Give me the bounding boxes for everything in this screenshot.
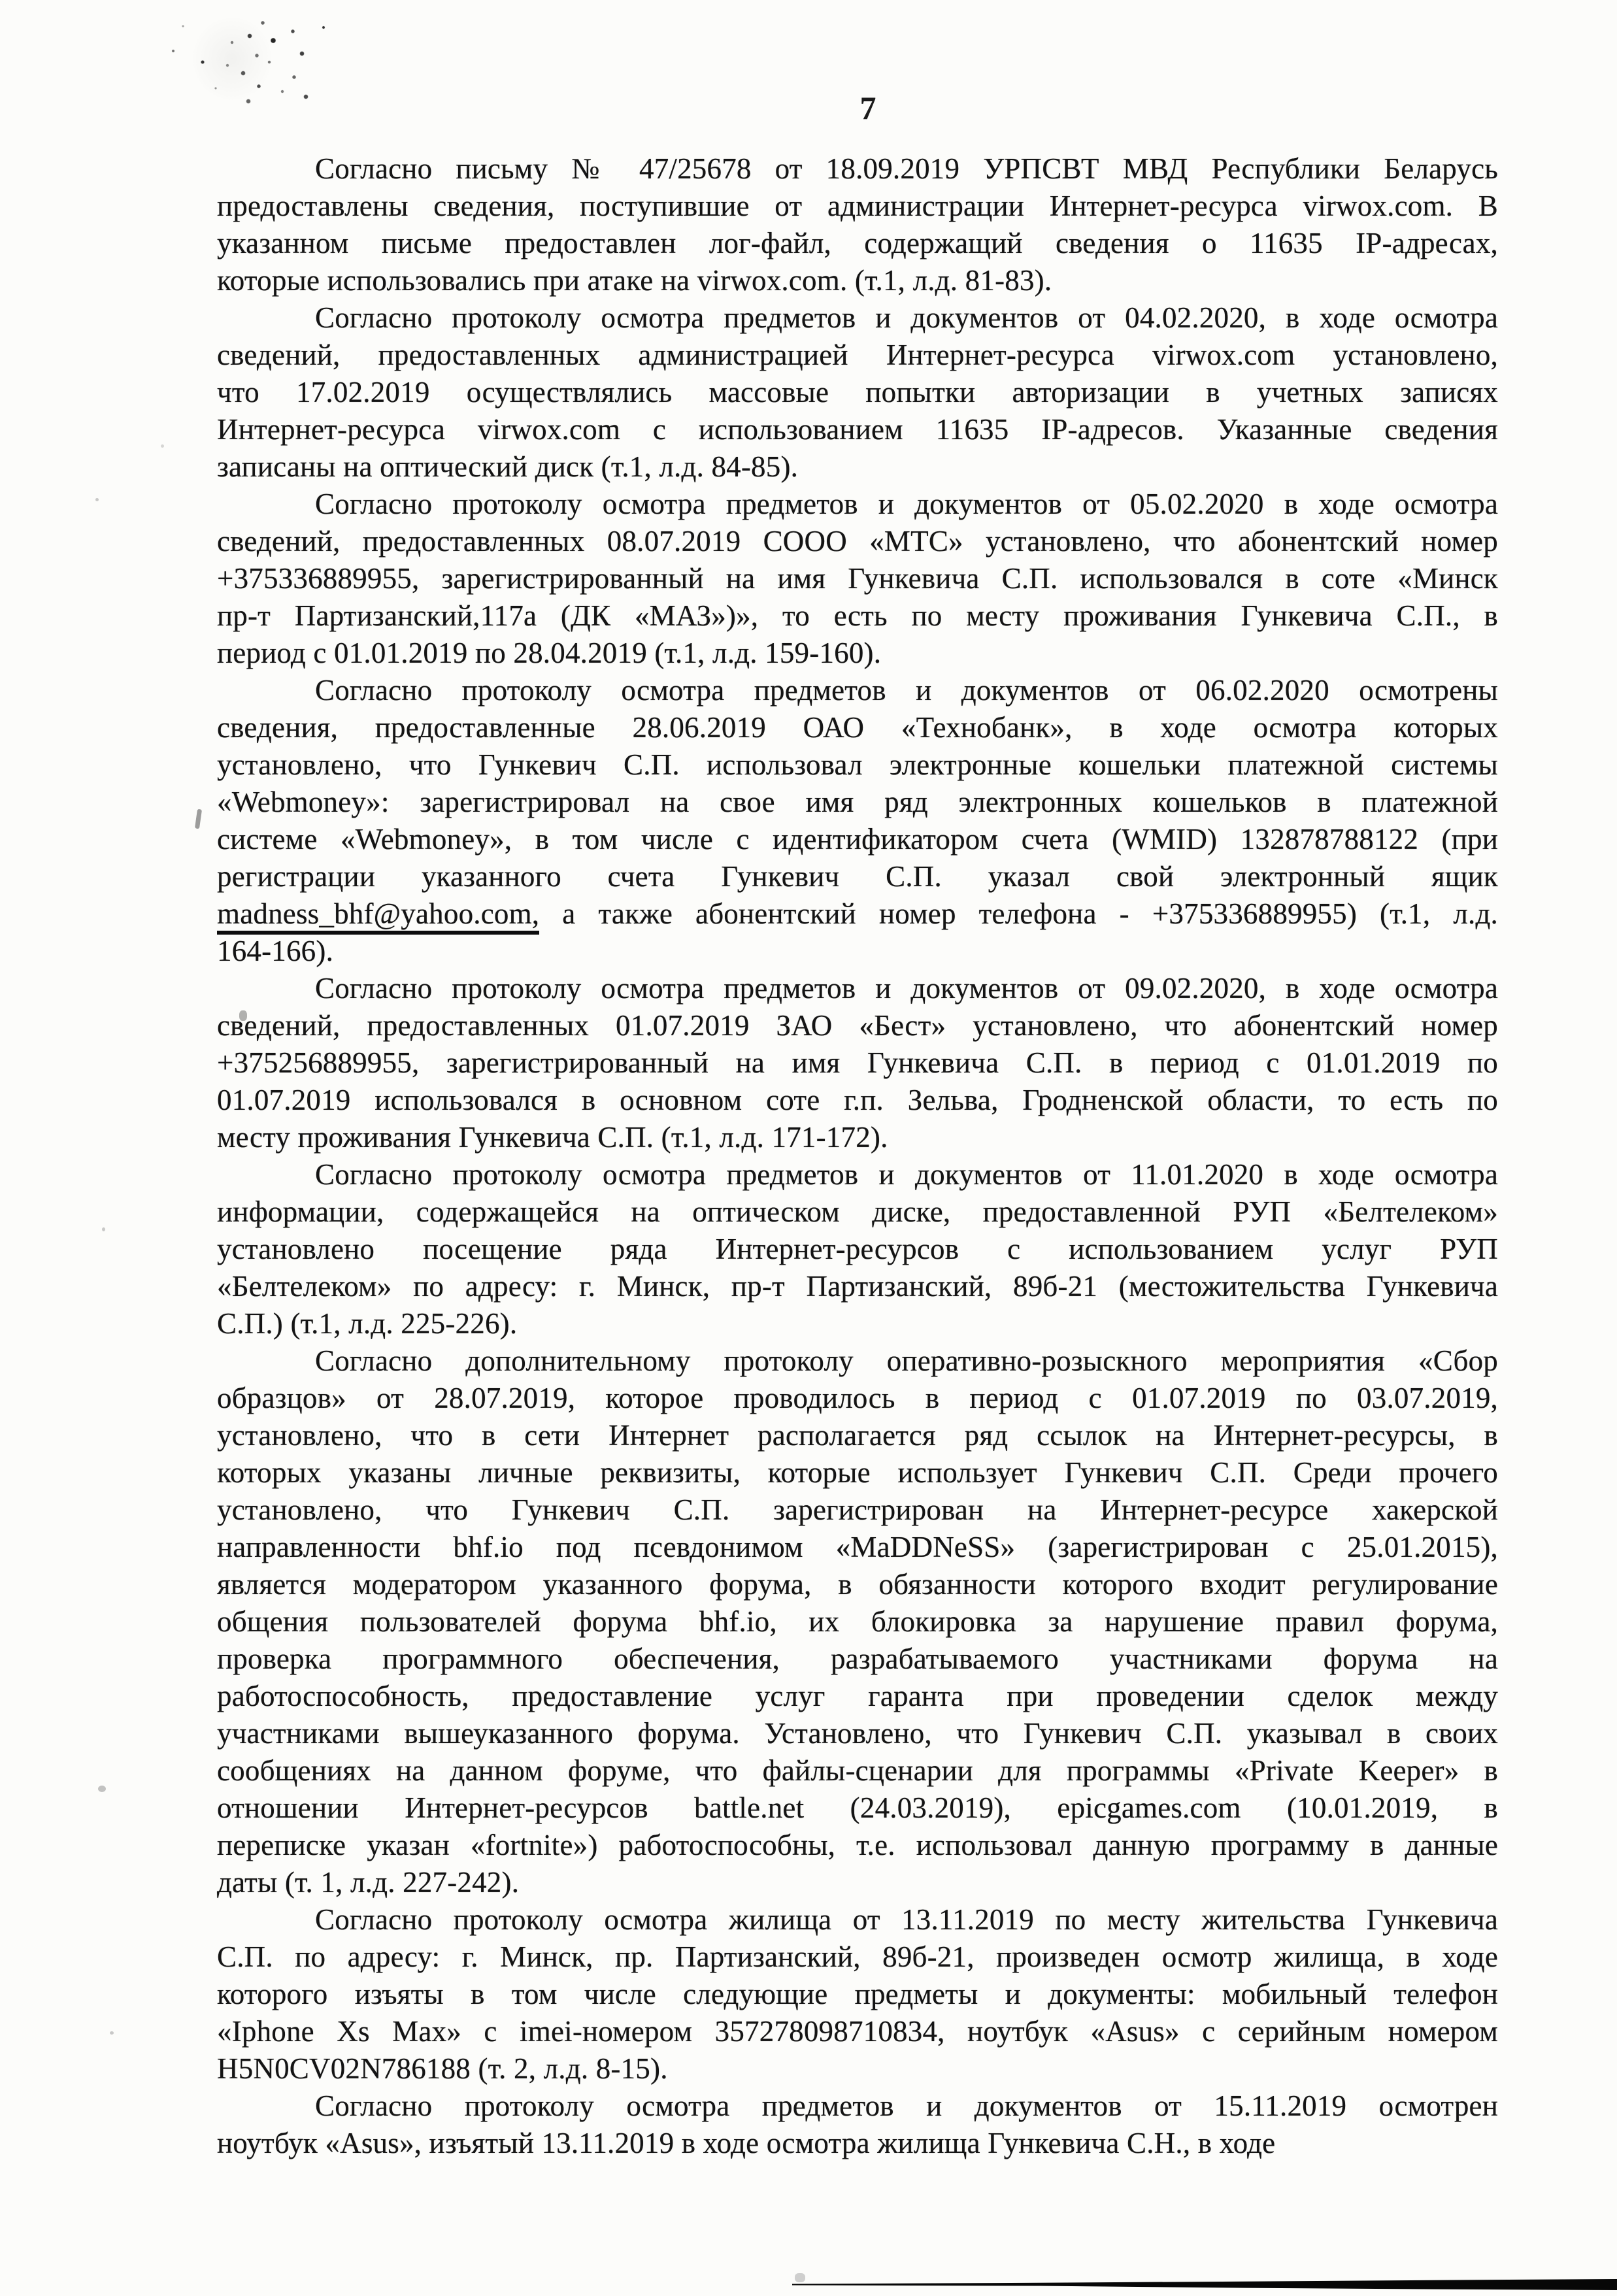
text-segment: регистрации указанного счета Гункевич С.П. указал свой электронный ящик: [217, 860, 1498, 893]
text-line: [217, 635, 1498, 672]
text-line: [217, 1603, 1498, 1640]
paragraph: [217, 2088, 1498, 2162]
text-segment: работоспособность, предоставление услуг гаранта при проведении сделок между: [217, 1680, 1498, 1712]
text-segment: проверка программного обеспечения, разрабатываемого участниками форума на: [217, 1642, 1498, 1675]
text-segment: 01.07.2019 использовался в основном соте г.п. Зельва, Гродненской области, то есть по: [217, 1084, 1498, 1116]
document-body: [217, 150, 1498, 2162]
text-segment: которые использовались при атаке на virwox.com. (т.1, л.д. 81-83).: [217, 264, 1052, 297]
text-segment: «Белтелеком» по адресу: г. Минск, пр-т Партизанский, 89б-21 (местожительства Гункевича: [217, 1270, 1498, 1303]
text-line: [217, 1715, 1498, 1752]
text-line: [217, 374, 1498, 411]
text-segment: период с 01.01.2019 по 28.04.2019 (т.1, л.д. 159-160).: [217, 637, 882, 669]
text-segment: переписке указан «fortnite») работоспособны, т.е. использовал данную программу в данные: [217, 1829, 1498, 1861]
text-line: [217, 1156, 1498, 1193]
text-line: [217, 486, 1498, 523]
text-segment: Согласно письму № 47/25678 от 18.09.2019 УРПСВТ МВД Республики Беларусь: [315, 152, 1498, 185]
text-segment: участниками вышеуказанного форума. Установлено, что Гункевич С.П. указывал в своих: [217, 1717, 1498, 1750]
text-segment: ноутбук «Asus», изъятый 13.11.2019 в ходе осмотра жилища Гункевича С.Н., в ходе: [217, 2127, 1276, 2159]
text-line: [217, 1752, 1498, 1789]
text-line: [217, 1193, 1498, 1231]
text-segment: установлено, что Гункевич С.П. зарегистрирован на Интернет-ресурсе хакерской: [217, 1493, 1498, 1526]
text-segment: Согласно протоколу осмотра предметов и документов от 05.02.2020 в ходе осмотра: [315, 488, 1498, 520]
scan-speck: [161, 444, 164, 448]
text-segment: направленности bhf.io под псевдонимом «MaDDNeSS» (зарегистрирован с 25.01.2015),: [217, 1531, 1498, 1563]
text-segment: сведения, предоставленные 28.06.2019 ОАО «Технобанк», в ходе осмотра которых: [217, 711, 1498, 744]
text-line: [217, 1007, 1498, 1044]
text-segment: 164-166).: [217, 935, 334, 967]
text-line: [217, 858, 1498, 895]
text-line: [217, 597, 1498, 635]
text-line: [217, 2088, 1498, 2125]
text-line: [217, 1529, 1498, 1566]
text-line: [217, 337, 1498, 374]
paragraph: [217, 299, 1498, 486]
paragraph: [217, 486, 1498, 672]
text-segment: указанном письме предоставлен лог-файл, содержащий сведения о 11635 IP-адресах,: [217, 227, 1498, 259]
text-line: [217, 1454, 1498, 1491]
text-segment: С.П. по адресу: г. Минск, пр. Партизанский, 89б-21, произведен осмотр жилища, в ходе: [217, 1940, 1498, 1973]
text-segment: сведений, предоставленных 01.07.2019 ЗАО «Бест» установлено, что абонентский номер: [217, 1009, 1498, 1042]
text-segment: Согласно протоколу осмотра предметов и документов от 04.02.2020, в ходе осмотра: [315, 301, 1498, 334]
text-segment: Интернет-ресурса virwox.com с использованием 11635 IP-адресов. Указанные сведения: [217, 413, 1498, 446]
text-line: [217, 1417, 1498, 1454]
text-segment: что 17.02.2019 осуществлялись массовые попытки авторизации в учетных записях: [217, 376, 1498, 408]
text-segment: сообщениях на данном форуме, что файлы-сценарии для программы «Private Keeper» в: [217, 1754, 1498, 1787]
paragraph: [217, 1342, 1498, 1901]
text-line: [217, 1380, 1498, 1417]
page-number: 7: [859, 90, 876, 126]
text-line: [217, 225, 1498, 262]
text-segment: информации, содержащейся на оптическом диске, предоставленной РУП «Белтелеком»: [217, 1195, 1498, 1228]
scan-speck: [95, 498, 99, 501]
text-line: [217, 299, 1498, 337]
text-segment: H5N0CV02N786188 (т. 2, л.д. 8-15).: [217, 2052, 668, 2085]
text-segment: +375256889955, зарегистрированный на имя Гункевича С.П. в период с 01.01.2019 по: [217, 1046, 1498, 1079]
scan-speck: [102, 1227, 105, 1231]
text-segment: Согласно протоколу осмотра предметов и документов от 06.02.2020 осмотрены: [315, 674, 1498, 707]
text-line: [217, 1119, 1498, 1156]
text-line: [217, 2125, 1498, 2162]
text-segment: установлено посещение ряда Интернет-ресурсов с использованием услуг РУП: [217, 1233, 1498, 1265]
paragraph: [217, 672, 1498, 970]
text-line: [217, 1678, 1498, 1715]
text-line: [217, 188, 1498, 225]
paragraph: [217, 1901, 1498, 2088]
text-segment: а также абонентский номер телефона - +375336889955) (т.1, л.д.: [539, 897, 1498, 930]
text-segment: даты (т. 1, л.д. 227-242).: [217, 1866, 520, 1899]
text-line: [217, 1342, 1498, 1380]
text-segment: которого изъяты в том числе следующие предметы и документы: мобильный телефон: [217, 1978, 1498, 2010]
text-line: [217, 1231, 1498, 1268]
text-line: [217, 933, 1498, 970]
text-line: [217, 746, 1498, 784]
text-line: [217, 1938, 1498, 1976]
text-segment: «Iphone Xs Max» с imei-номером 357278098710834, ноутбук «Asus» с серийным номером: [217, 2015, 1498, 2048]
text-segment: +375336889955, зарегистрированный на имя Гункевича С.П. использовался в соте «Минск: [217, 562, 1498, 595]
scan-speck: [795, 2273, 805, 2282]
text-line: [217, 1864, 1498, 1901]
scan-speck: [110, 2031, 114, 2035]
text-segment: которых указаны личные реквизиты, которые использует Гункевич С.П. Среди прочего: [217, 1456, 1498, 1489]
underlined-email: madness_bhf@yahoo.com,: [217, 897, 539, 935]
text-line: [217, 1491, 1498, 1529]
text-segment: системе «Webmoney», в том числе с идентификатором счета (WMID) 132878788122 (при: [217, 823, 1498, 856]
text-line: [217, 1789, 1498, 1827]
text-line: [217, 1566, 1498, 1603]
text-line: [217, 672, 1498, 709]
text-segment: Согласно дополнительному протоколу оперативно-розыскного мероприятия «Сбор: [315, 1344, 1498, 1377]
text-line: [217, 523, 1498, 560]
text-segment: установлено, что Гункевич С.П. использовал электронные кошельки платежной системы: [217, 748, 1498, 781]
text-line: [217, 784, 1498, 821]
text-segment: записаны на оптический диск (т.1, л.д. 84-85).: [217, 450, 799, 483]
text-line: [217, 1901, 1498, 1938]
text-segment: Согласно протоколу осмотра предметов и документов от 15.11.2019 осмотрен: [315, 2089, 1498, 2122]
text-line: [217, 262, 1498, 299]
text-line: [217, 2050, 1498, 2088]
text-segment: сведений, предоставленных 08.07.2019 СООО «МТС» установлено, что абонентский номер: [217, 525, 1498, 557]
text-line: [217, 560, 1498, 597]
text-segment: Согласно протоколу осмотра предметов и документов от 11.01.2020 в ходе осмотра: [315, 1158, 1498, 1191]
text-segment: Согласно протоколу осмотра предметов и документов от 09.02.2020, в ходе осмотра: [315, 972, 1498, 1005]
text-line: [217, 1305, 1498, 1342]
text-line: [217, 2013, 1498, 2050]
scan-noise-blob: [98, 0, 333, 131]
text-segment: сведений, предоставленных администрацией Интернет-ресурса virwox.com установлено,: [217, 339, 1498, 371]
text-line: [217, 895, 1498, 933]
text-segment: месту проживания Гункевича С.П. (т.1, л.д. 171-172).: [217, 1121, 888, 1154]
text-segment: пр-т Партизанский,117а (ДК «МАЗ»)», то есть по месту проживания Гункевича С.П., в: [217, 599, 1498, 632]
text-line: [217, 1268, 1498, 1305]
paragraph: [217, 150, 1498, 299]
text-line: [217, 1827, 1498, 1864]
text-segment: Согласно протоколу осмотра жилища от 13.11.2019 по месту жительства Гункевича: [315, 1903, 1498, 1936]
text-segment: «Webmoney»: зарегистрировал на свое имя ряд электронных кошельков в платежной: [217, 786, 1498, 818]
text-line: [217, 709, 1498, 746]
scan-speck: [195, 809, 202, 829]
text-line: [217, 150, 1498, 188]
text-segment: установлено, что в сети Интернет располагается ряд ссылок на Интернет-ресурсы, в: [217, 1419, 1498, 1452]
paragraph: [217, 970, 1498, 1156]
text-segment: образцов» от 28.07.2019, которое проводилось в период с 01.07.2019 по 03.07.2019,: [217, 1382, 1498, 1414]
text-line: [217, 448, 1498, 486]
footer-scan-bar: [792, 2279, 1617, 2290]
text-segment: общения пользователей форума bhf.io, их блокировка за нарушение правил форума,: [217, 1605, 1498, 1638]
text-line: [217, 1976, 1498, 2013]
text-line: [217, 1640, 1498, 1678]
text-line: [217, 970, 1498, 1007]
text-line: [217, 821, 1498, 858]
paragraph: [217, 1156, 1498, 1342]
text-line: [217, 1044, 1498, 1082]
text-segment: предоставлены сведения, поступившие от администрации Интернет-ресурса virwox.com. В: [217, 190, 1498, 222]
scan-speck: [98, 1786, 106, 1792]
text-line: [217, 1082, 1498, 1119]
text-segment: С.П.) (т.1, л.д. 225-226).: [217, 1307, 518, 1340]
text-segment: является модератором указанного форума, в обязанности которого входит регулирование: [217, 1568, 1498, 1601]
text-segment: отношении Интернет-ресурсов battle.net (24.03.2019), epicgames.com (10.01.2019, в: [217, 1791, 1498, 1824]
text-line: [217, 411, 1498, 448]
